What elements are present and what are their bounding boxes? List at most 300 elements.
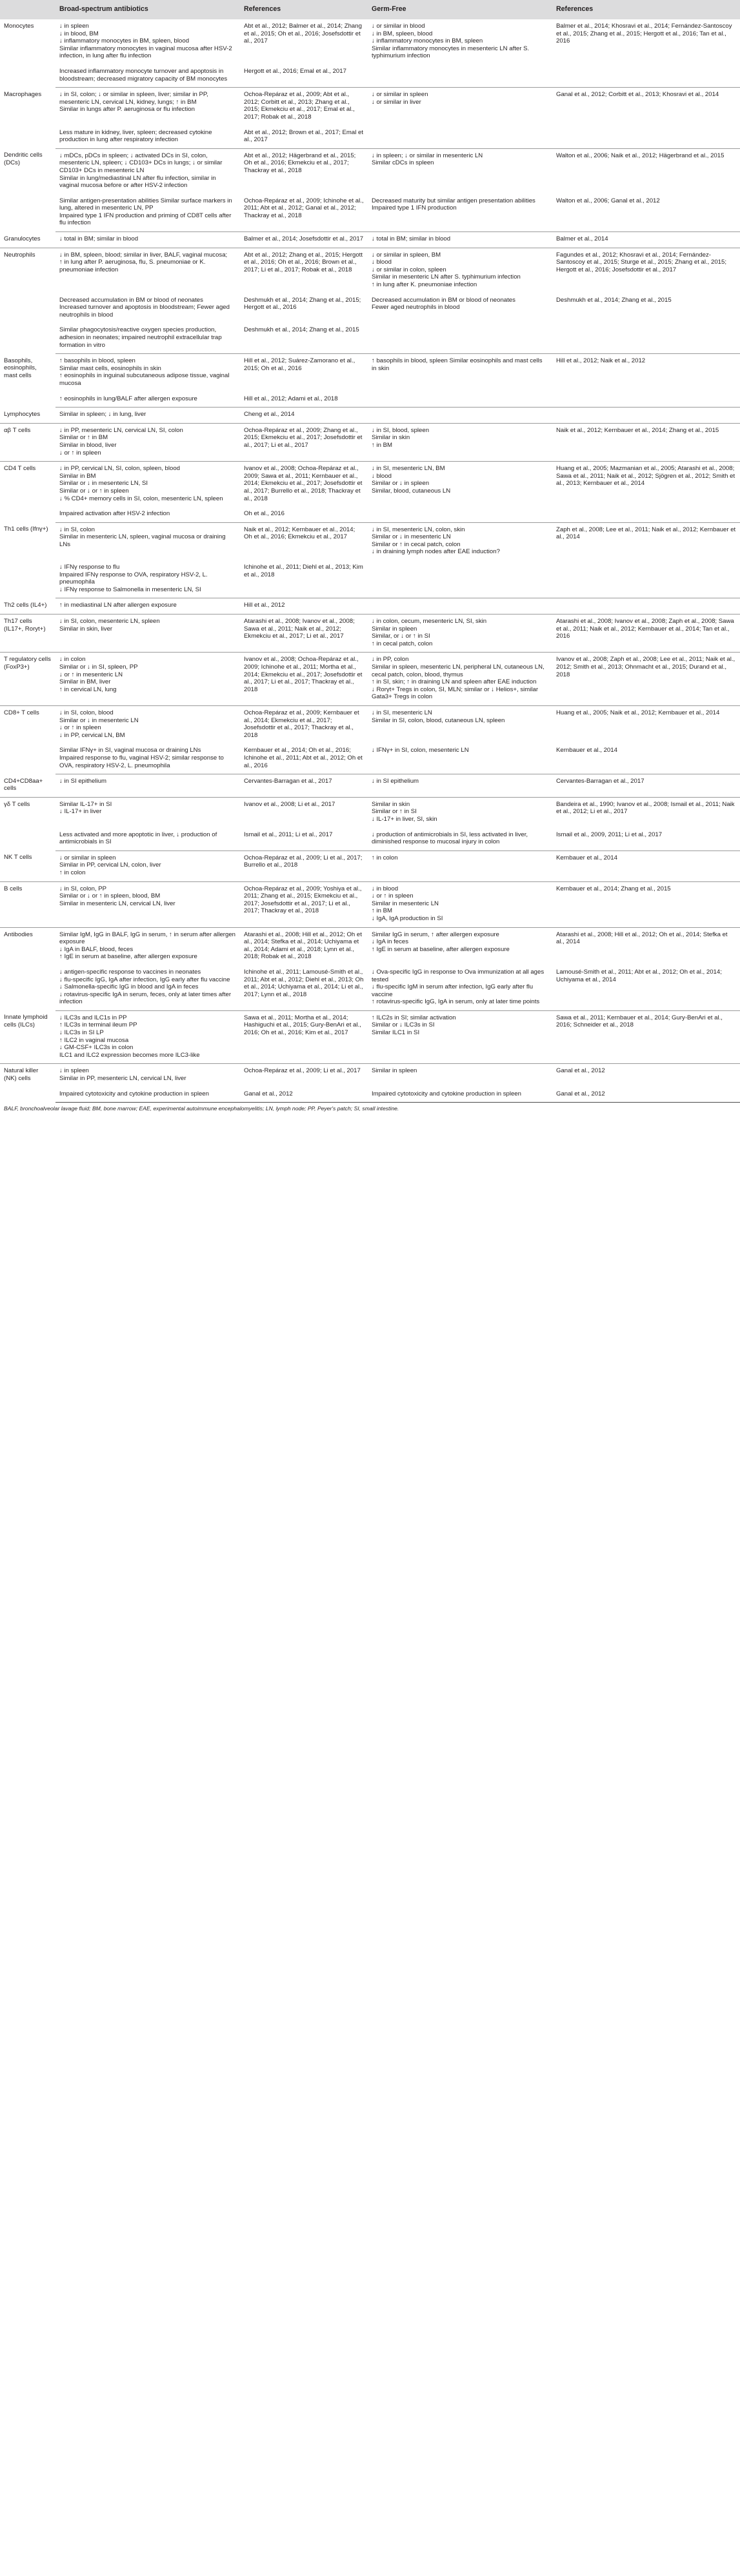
antibiotics-reference: Kernbauer et al., 2014; Oh et al., 2016; Ichinohe et al., 2011; Abt et al., 2012; Oh et al., 2016 [244, 747, 363, 769]
antibiotics-reference-cell [240, 927, 368, 962]
germ-free-finding: ↓ in colon, cecum, mesenteric LN, SI, skin [372, 618, 487, 625]
germ-free-reference-cell [552, 825, 740, 851]
antibiotics-finding: Impaired response to flu, vaginal HSV-2; similar response to OVA, respiratory HSV-2, L. pneumophila [59, 754, 224, 769]
table-row [0, 850, 740, 881]
germ-free-reference: Cervantes-Barragan et al., 2017 [556, 778, 645, 785]
antibiotics-finding: Impaired type 1 IFN production and priming of CD8T cells after flu infection [59, 211, 232, 227]
antibiotics-finding-cell [55, 354, 240, 389]
antibiotics-finding: ↓ IFNγ response to Salmonella in mesenteric LN, SI [59, 585, 201, 593]
table-row [0, 825, 740, 851]
antibiotics-reference: Atarashi et al., 2008; Hill et al., 2012; Oh et al., 2014; Stefka et al., 2014; Uchiyama et al., 2014; Adami et al., 2018; Lynn et al., 2018; Robak et al., 2018 [244, 930, 362, 961]
antibiotics-finding-cell [55, 825, 240, 851]
cell-type-label: Innate lymphoid cells (ILCs) [0, 1010, 55, 1064]
antibiotics-finding: Similar or ↓ or ↑ in spleen [59, 487, 129, 495]
antibiotics-reference-cell [240, 504, 368, 522]
antibiotics-reference-cell [240, 825, 368, 851]
germ-free-reference: Ganal et al., 2012 [556, 1090, 605, 1097]
antibiotics-finding-cell [55, 557, 240, 598]
germ-free-reference: Sawa et al., 2011; Kernbauer et al., 2014; Gury-BenAri et al., 2016; Schneider et al., 2018 [556, 1014, 723, 1029]
antibiotics-finding: Less mature in kidney, liver, spleen; decreased cytokine production in lung after respiratory infection [59, 128, 212, 144]
antibiotics-finding: ↓ GM-CSF+ ILC3s in colon [59, 1044, 134, 1052]
antibiotics-reference: Deshmukh et al., 2014; Zhang et al., 2015; Hergott et al., 2016 [244, 296, 361, 311]
cell-type-label: Th1 cells (Ifnγ+) [4, 526, 48, 533]
antibiotics-finding: Similar IL-17+ in SI [59, 800, 112, 808]
cell-type-label: B cells [0, 881, 55, 927]
antibiotics-reference: Abt et al., 2012; Brown et al., 2017; Emal et al., 2017 [244, 128, 364, 144]
germ-free-reference-cell [552, 740, 740, 774]
antibiotics-finding: Similar or ↓ in mesenteric LN [59, 716, 139, 724]
table-header [0, 0, 740, 19]
germ-free-finding: ↑ in lung after K. pneumoniae infection [372, 281, 477, 289]
antibiotics-finding-cell [55, 1010, 240, 1064]
antibiotics-finding: ↓ in colon [59, 656, 86, 664]
germ-free-reference-cell [552, 927, 740, 962]
table-row [0, 598, 740, 615]
table-row [0, 61, 740, 88]
antibiotics-finding-cell [55, 462, 240, 504]
germ-free-reference: Bandeira et al., 1990; Ivanov et al., 2008; Ismail et al., 2011; Naik et al., 2012; Li et al., 2017 [556, 800, 735, 816]
germ-free-reference-cell [552, 232, 740, 248]
antibiotics-finding-cell [55, 1084, 240, 1103]
antibiotics-reference-cell [240, 1010, 368, 1064]
germ-free-reference-cell [552, 61, 740, 88]
antibiotics-reference-cell [240, 740, 368, 774]
antibiotics-finding-cell [55, 522, 240, 557]
antibiotics-finding: Similar IgM, IgG in BALF, IgG in serum, ↑ in serum after allergen exposure [59, 930, 235, 946]
germ-free-finding: Decreased accumulation in BM or blood of neonates [372, 296, 515, 304]
antibiotics-finding-cell [55, 740, 240, 774]
antibiotics-finding: ↑ in colon [59, 869, 86, 876]
antibiotics-reference-cell [240, 123, 368, 149]
antibiotics-reference: Abt et al., 2012; Zhang et al., 2015; Hergott et al., 2016; Oh et al., 2016; Brown et al., 2017; Li et al., 2017; Robak et al., 2018 [244, 251, 363, 273]
table-row [0, 148, 740, 190]
germ-free-reference: Ismail et al., 2009, 2011; Li et al., 2017 [556, 831, 663, 838]
germ-free-finding-cell [368, 88, 552, 123]
antibiotics-reference-cell [240, 797, 368, 824]
germ-free-reference: Naik et al., 2012; Kernbauer et al., 2014; Zhang et al., 2015 [556, 426, 719, 434]
germ-free-reference-cell [552, 320, 740, 353]
germ-free-finding: ↓ or similar in liver [372, 98, 421, 106]
antibiotics-finding: Similar in blood, liver [59, 441, 117, 449]
table-row [0, 423, 740, 461]
germ-free-finding-cell [368, 1084, 552, 1103]
antibiotics-finding: Similar in spleen; ↓ in lung, liver [59, 411, 146, 418]
antibiotics-finding: ↑ ILC3s in terminal ileum PP [59, 1021, 137, 1029]
cell-type-label: Lymphocytes [0, 408, 55, 424]
germ-free-finding: ↓ blood [372, 259, 392, 266]
antibiotics-reference: Deshmukh et al., 2014; Zhang et al., 2015 [244, 326, 359, 334]
antibiotics-reference-cell [240, 232, 368, 248]
germ-free-finding: ↓ IgA, IgA production in SI [372, 914, 443, 922]
table-row [0, 705, 740, 740]
germ-free-finding: ↓ or similar in blood [372, 23, 425, 30]
antibiotics-reference-cell [240, 88, 368, 123]
antibiotics-reference-cell [240, 774, 368, 798]
germ-free-finding-cell [368, 653, 552, 706]
antibiotics-finding-cell [55, 408, 240, 424]
antibiotics-finding: Similar in mesenteric LN, cervical LN, liver [59, 900, 175, 907]
antibiotics-reference-cell [240, 389, 368, 408]
antibiotics-reference: Cheng et al., 2014 [244, 411, 295, 418]
table-row [0, 1064, 740, 1084]
antibiotics-reference-cell [240, 598, 368, 615]
antibiotics-finding: ↑ in mediastinal LN after allergen exposure [59, 602, 177, 609]
antibiotics-finding: ↓ rotavirus-specific IgA in serum, feces, only at later times after infection [59, 990, 232, 1006]
table-row [0, 389, 740, 408]
antibiotics-finding: Less activated and more apoptotic in liver, ↓ production of antimicrobials in SI [59, 831, 217, 846]
antibiotics-reference: Balmer et al., 2014; Josefsdottir et al., 2017 [244, 235, 364, 243]
antibiotics-finding: Increased inflammatory monocyte turnover and apoptosis in bloodstream; decreased migratory capacity of BM monocytes [59, 67, 228, 83]
germ-free-reference-cell [552, 290, 740, 320]
germ-free-finding: ↓ flu-specific IgM in serum after infection, IgG early after flu vaccine [372, 983, 534, 998]
cell-type-label: CD4 T cells [4, 465, 36, 473]
antibiotics-finding-cell [55, 598, 240, 615]
germ-free-finding-cell [368, 962, 552, 1010]
germ-free-reference-cell [552, 1064, 740, 1084]
antibiotics-finding: Similar antigen-presentation abilities Similar surface markers in lung, altered in mesenteric LN, PP [59, 197, 232, 212]
antibiotics-finding-cell [55, 232, 240, 248]
germ-free-finding: Similar inflammatory monocytes in mesenteric LN after S. typhimurium infection [372, 44, 530, 60]
cell-type-label: CD8+ T cells [4, 709, 39, 716]
germ-free-finding: ↑ basophils in blood, spleen Similar eosinophils and mast cells in skin [372, 357, 543, 372]
germ-free-finding-cell [368, 320, 552, 353]
germ-free-finding: ↑ in BM [372, 441, 392, 449]
antibiotics-finding-cell [55, 881, 240, 927]
antibiotics-finding-cell [55, 88, 240, 123]
antibiotics-finding: ↓ in SI, colon; ↓ or similar in spleen, liver; similar in PP, mesenteric LN, cervical LN, kidney, lungs; ↑ in BM [59, 91, 208, 106]
germ-free-finding-cell [368, 191, 552, 232]
antibiotics-finding: ↓ antigen-specific response to vaccines in neonates [59, 968, 201, 976]
germ-free-reference-cell [552, 191, 740, 232]
antibiotics-finding-cell [55, 191, 240, 232]
table-row [0, 248, 740, 290]
header-germ-free-references: References [552, 0, 740, 19]
antibiotics-finding: Similar in skin, liver [59, 625, 113, 633]
germ-free-finding: ↓ in SI, blood, spleen [372, 426, 430, 434]
antibiotics-reference: Ochoa-Repáraz et al., 2009; Li et al., 2017; Burrello et al., 2018 [244, 854, 363, 869]
germ-free-finding: ↓ inflammatory monocytes in BM, spleen [372, 37, 483, 45]
germ-free-finding: ↓ in SI, mesenteric LN, colon, skin [372, 526, 465, 533]
antibiotics-finding: ↓ inflammatory monocytes in BM, spleen, blood [59, 37, 190, 45]
germ-free-finding: ↓ in blood [372, 885, 399, 892]
germ-free-finding-cell [368, 825, 552, 851]
antibiotics-reference-cell [240, 320, 368, 353]
germ-free-finding: Similar in spleen [372, 1067, 417, 1075]
table-row [0, 927, 740, 962]
germ-free-reference-cell [552, 881, 740, 927]
table-footnote: BALF, bronchoalveolar lavage fluid; BM, bone marrow; EAE, experimental autoimmune encephalomyelitis; LN, lymph node; PP, Peyer's patch; SI, small intestine. [4, 1105, 399, 1112]
cell-type-label: Th17 cells (IL17+, Roryt+) [0, 615, 55, 653]
germ-free-reference: Huang et al., 2005; Naik et al., 2012; Kernbauer et al., 2014 [556, 709, 720, 716]
germ-free-finding: ↓ Ova-specific IgG in response to Ova immunization at all ages tested [372, 968, 545, 983]
germ-free-finding-cell [368, 881, 552, 927]
antibiotics-finding: ↓ IgA in BALF, blood, feces [59, 945, 134, 953]
antibiotics-reference: Sawa et al., 2011; Mortha et al., 2014; Hashiguchi et al., 2015; Gury-BenAri et al., 2016; Oh et al., 2016; Kim et al., 2017 [244, 1014, 361, 1037]
germ-free-finding-cell [368, 148, 552, 190]
antibiotics-finding: ↓ in SI, colon, mesenteric LN, spleen [59, 618, 160, 625]
antibiotics-reference: Oh et al., 2016 [244, 510, 285, 518]
antibiotics-finding: ↓ in SI, colon, PP [59, 885, 107, 892]
antibiotics-finding-cell [55, 653, 240, 706]
germ-free-finding-cell [368, 61, 552, 88]
germ-free-reference-cell [552, 615, 740, 653]
antibiotics-finding: ↓ in PP, cervical LN, BM [59, 731, 125, 739]
germ-free-reference-cell [552, 1010, 740, 1064]
table-row [0, 408, 740, 424]
germ-free-finding: Similar in skin [372, 800, 410, 808]
germ-free-finding: Similar in mesenteric LN [372, 900, 439, 907]
antibiotics-finding: ↓ Salmonella-specific IgG in blood and IgA in feces [59, 983, 199, 991]
table-row [0, 320, 740, 353]
germ-free-finding-cell [368, 389, 552, 408]
germ-free-finding: ↓ in SI, mesenteric LN, BM [372, 465, 445, 473]
antibiotics-reference: Hill et al., 2012; Suárez-Zamorano et al., 2015; Oh et al., 2016 [244, 357, 355, 372]
germ-free-reference: Huang et al., 2005; Mazmanian et al., 2005; Atarashi et al., 2008; Sawa et al., 2011; Naik et al., 2012; Sjögren et al., 2012; Smith et al., 2013; Kernbauer et al., 2014 [556, 465, 735, 487]
antibiotics-reference-cell [240, 653, 368, 706]
germ-free-finding: Decreased maturity but similar antigen presentation abilities Impaired type 1 IFN production [372, 197, 535, 212]
germ-free-reference-cell [552, 705, 740, 740]
germ-free-reference-cell [552, 962, 740, 1010]
antibiotics-reference-cell [240, 1064, 368, 1084]
antibiotics-finding: ↓ in SI epithelium [59, 778, 107, 785]
antibiotics-reference-cell [240, 557, 368, 598]
germ-free-reference-cell [552, 88, 740, 123]
antibiotics-finding: ↑ ILC2 in vaginal mucosa [59, 1036, 129, 1044]
germ-free-finding: ↑ ILC2s in SI; similar activation [372, 1014, 456, 1021]
cell-type-label: CD4+CD8aa+ cells [0, 774, 55, 798]
table-row [0, 354, 740, 389]
germ-free-finding-cell [368, 1010, 552, 1064]
antibiotics-reference-cell [240, 522, 368, 557]
germ-free-finding-cell [368, 705, 552, 740]
table-row [0, 232, 740, 248]
antibiotics-finding: ↓ total in BM; similar in blood [59, 235, 139, 243]
germ-free-finding: Similar or ↑ in SI [372, 808, 417, 816]
table-row [0, 962, 740, 1010]
germ-free-finding: ↓ total in BM; similar in blood [372, 235, 451, 243]
antibiotics-finding: ↓ in spleen [59, 23, 89, 30]
antibiotics-finding: Similar in lungs after P. aeruginosa or flu infection [59, 106, 195, 113]
antibiotics-finding: ↓ in spleen [59, 1067, 89, 1075]
antibiotics-finding-cell [55, 19, 240, 61]
germ-free-finding-cell [368, 927, 552, 962]
germ-free-finding-cell [368, 290, 552, 320]
antibiotics-finding: Similar or ↓ in SI, spleen, PP [59, 664, 138, 671]
germ-free-reference: Zaph et al., 2008; Lee et al., 2011; Naik et al., 2012; Kernbauer et al., 2014 [556, 526, 736, 541]
cell-type-label: Dendritic cells (DCs) [4, 152, 43, 166]
antibiotics-finding: Increased turnover and apoptosis in bloodstream; Fewer aged neutrophils in blood [59, 304, 230, 319]
germ-free-finding: Fewer aged neutrophils in blood [372, 304, 460, 311]
germ-free-reference: Kernbauer et al., 2014 [556, 747, 617, 754]
antibiotics-finding: ↓ in SI, colon, blood [59, 709, 114, 716]
antibiotics-finding: Similar in PP, mesenteric LN, cervical LN, liver [59, 1075, 186, 1083]
antibiotics-reference: Hill et al., 2012 [244, 602, 285, 609]
antibiotics-finding-cell [55, 320, 240, 353]
germ-free-reference: Walton et al., 2006; Naik et al., 2012; Hägerbrand et al., 2015 [556, 152, 725, 159]
germ-free-finding-cell [368, 354, 552, 389]
antibiotics-finding-cell [55, 504, 240, 522]
germ-free-finding-cell [368, 462, 552, 504]
germ-free-finding: ↓ IFNγ+ in SI, colon, mesenteric LN [372, 747, 469, 754]
cell-type-label: Th2 cells (IL4+) [0, 598, 55, 615]
table-row [0, 290, 740, 320]
antibiotics-finding: ↓ ILC3s and ILC1s in PP [59, 1014, 127, 1021]
table-row [0, 88, 740, 123]
germ-free-finding-cell [368, 522, 552, 557]
antibiotics-finding: ↓ % CD4+ memory cells in SI, colon, mesenteric LN, spleen [59, 495, 223, 502]
table-row [0, 774, 740, 798]
germ-free-finding: ↑ IgE in serum at baseline, after allergen exposure [372, 945, 510, 953]
antibiotics-reference: Ivanov et al., 2008; Ochoa-Repáraz et al., 2009; Sawa et al., 2011; Kernbauer et al., 2014; Ekmekciu et al., 2017; Josefsdottir et al., 2017; Burrello et al., 2018; Thackray et al., 2018 [244, 465, 363, 502]
header-antibiotics-references: References [240, 0, 368, 19]
antibiotics-reference: Hill et al., 2012; Adami et al., 2018 [244, 395, 338, 402]
germ-free-finding: ↓ or similar in spleen [372, 91, 428, 99]
antibiotics-reference: Atarashi et al., 2008; Ivanov et al., 2008; Sawa et al., 2011; Naik et al., 2012; Ekmekciu et al., 2017; Li et al., 2017 [244, 618, 355, 640]
cell-type-label: Neutrophils [4, 251, 35, 259]
germ-free-reference-cell [552, 354, 740, 389]
antibiotics-finding-cell [55, 423, 240, 461]
germ-free-finding: ↑ in colon [372, 854, 398, 861]
germ-free-finding: Similar in spleen, mesenteric LN, peripheral LN, cutaneous LN, cecal patch, colon, blood, thymus [372, 664, 545, 678]
germ-free-reference-cell [552, 774, 740, 798]
germ-free-finding-cell [368, 598, 552, 615]
antibiotics-reference: Ichinohe et al., 2011; Diehl et al., 2013; Kim et al., 2018 [244, 564, 363, 578]
germ-free-reference: Lamousé-Smith et al., 2011; Abt et al., 2012; Oh et al., 2014; Uchiyama et al., 2014 [556, 968, 722, 983]
germ-free-reference-cell [552, 423, 740, 461]
header-antibiotics: Broad-spectrum antibiotics [55, 0, 240, 19]
germ-free-reference-cell [552, 557, 740, 598]
antibiotics-reference: Ichinohe et al., 2011; Lamousé-Smith et al., 2011; Abt et al., 2012; Diehl et al., 2013; Oh et al., 2014; Uchiyama et al., 2014; Li et al., 2017; Lynn et al., 2018 [244, 968, 364, 998]
germ-free-finding-cell [368, 615, 552, 653]
antibiotics-finding: ↓ IL-17+ in liver [59, 808, 102, 816]
germ-free-finding: ↓ IgA in feces [372, 938, 409, 946]
antibiotics-finding-cell [55, 290, 240, 320]
table-row [0, 191, 740, 232]
antibiotics-reference-cell [240, 962, 368, 1010]
antibiotics-finding: Similar IFNγ+ in SI, vaginal mucosa or draining LNs [59, 747, 201, 754]
antibiotics-reference: Abt et al., 2012; Hägerbrand et al., 2015; Oh et al., 2016; Ekmekciu et al., 2017; Thackray et al., 2018 [244, 152, 356, 174]
antibiotics-reference-cell [240, 290, 368, 320]
antibiotics-reference: Ochoa-Repáraz et al., 2009; Ichinohe et al., 2011; Abt et al., 2012; Ganal et al., 2012; Thackray et al., 2018 [244, 197, 364, 219]
germ-free-finding: ↓ in BM, spleen, blood [372, 30, 433, 37]
table-row [0, 1084, 740, 1103]
antibiotics-finding: ↓ in PP, cervical LN, SI, colon, spleen, blood [59, 465, 181, 473]
antibiotics-finding: ↓ in SI, colon [59, 526, 95, 533]
germ-free-finding: ↓ in SI epithelium [372, 778, 419, 785]
antibiotics-finding-cell [55, 389, 240, 408]
germ-free-reference-cell [552, 148, 740, 190]
germ-free-finding: Similar in skin [372, 434, 410, 442]
germ-free-finding-cell [368, 1064, 552, 1084]
germ-free-reference-cell [552, 504, 740, 522]
cell-type-label: Monocytes [4, 23, 34, 30]
germ-free-reference-cell [552, 408, 740, 424]
germ-free-finding: ↑ in cecal patch, colon [372, 640, 433, 647]
table-row [0, 740, 740, 774]
antibiotics-finding-cell [55, 797, 240, 824]
germ-free-finding-cell [368, 19, 552, 61]
germ-free-finding-cell [368, 423, 552, 461]
germ-free-finding: Similar or ↓ ILC3s in SI [372, 1021, 435, 1029]
antibiotics-reference-cell [240, 462, 368, 504]
antibiotics-finding: ↑ eosinophils in lung/BALF after allergen exposure [59, 395, 197, 402]
antibiotics-finding: ↑ eosinophils in inguinal subcutaneous adipose tissue, vaginal mucosa [59, 372, 230, 387]
germ-free-finding-cell [368, 248, 552, 290]
cell-type-label: αβ T cells [0, 423, 55, 461]
antibiotics-finding: ILC1 and ILC2 expression becomes more ILC3-like [59, 1051, 200, 1059]
antibiotics-finding: Similar in BM, liver [59, 678, 111, 686]
antibiotics-finding: ↑ in cervical LN, lung [59, 685, 117, 693]
antibiotics-reference-cell [240, 850, 368, 881]
antibiotics-reference-cell [240, 615, 368, 653]
antibiotics-finding: ↓ IFNγ response to flu [59, 564, 120, 571]
antibiotics-finding: Similar inflammatory monocytes in vaginal mucosa after HSV-2 infection, in lung after flu infection [59, 44, 232, 60]
antibiotics-finding-cell [55, 962, 240, 1010]
germ-free-reference-cell [552, 389, 740, 408]
table-row [0, 653, 740, 706]
header-row [0, 0, 740, 19]
antibiotics-finding-cell [55, 705, 240, 740]
document-page [0, 0, 740, 1115]
table-row [0, 557, 740, 598]
germ-free-finding-cell [368, 232, 552, 248]
germ-free-finding: ↑ in SI, skin; ↑ in draining LN and spleen after EAE induction [372, 678, 537, 686]
germ-free-finding: Similar in mesenteric LN after S. typhimurium infection [372, 273, 521, 281]
antibiotics-finding: Similar in PP, cervical LN, colon, liver [59, 861, 161, 869]
germ-free-finding: Similar, blood, cutaneous LN [372, 487, 451, 495]
antibiotics-reference-cell [240, 1084, 368, 1103]
antibiotics-finding: Similar mast cells, eosinophils in skin [59, 364, 161, 372]
germ-free-reference: Fagundes et al., 2012; Khosravi et al., 2014; Fernández-Santoscoy et al., 2015; Sturge et al., 2015; Zhang et al., 2015; Hergott et al., 2016; Josefsdottir et al., 2017 [556, 251, 727, 273]
germ-free-finding-cell [368, 557, 552, 598]
table-row [0, 522, 740, 557]
germ-free-finding: Similar cDCs in spleen [372, 159, 434, 167]
cell-type-label: γδ T cells [4, 800, 30, 808]
germ-free-finding-cell [368, 740, 552, 774]
germ-free-reference-cell [552, 522, 740, 557]
antibiotics-reference-cell [240, 423, 368, 461]
antibiotics-reference-cell [240, 191, 368, 232]
germ-free-reference: Hill et al., 2012; Naik et al., 2012 [556, 357, 646, 365]
germ-free-reference: Walton et al., 2006; Ganal et al., 2012 [556, 197, 660, 204]
cell-type-label: NK T cells [0, 850, 55, 881]
cell-type-label: Antibodies [4, 930, 33, 938]
germ-free-finding-cell [368, 123, 552, 149]
antibiotics-reference: Cervantes-Barragan et al., 2017 [244, 778, 332, 785]
germ-free-finding: ↓ in draining lymph nodes after EAE induction? [372, 548, 500, 556]
germ-free-finding: Similar, or ↓ or ↑ in SI [372, 633, 430, 640]
antibiotics-finding: ↑ IgE in serum at baseline, after allergen exposure [59, 953, 197, 961]
table-row [0, 615, 740, 653]
antibiotics-finding-cell [55, 774, 240, 798]
antibiotics-reference-cell [240, 248, 368, 290]
antibiotics-finding: ↓ or ↑ in mesenteric LN [59, 671, 123, 678]
germ-free-finding: ↓ or similar in spleen, BM [372, 251, 441, 259]
table-row [0, 881, 740, 927]
antibiotics-finding: ↓ ILC3s in SI LP [59, 1029, 104, 1037]
antibiotics-reference-cell [240, 705, 368, 740]
germ-free-finding: ↓ or ↑ in spleen [372, 892, 414, 900]
table-row [0, 504, 740, 522]
germ-free-finding: Similar in SI, colon, blood, cutaneous LN, spleen [372, 716, 505, 724]
antibiotics-reference: Ochoa-Repáraz et al., 2009; Abt et al., 2012; Corbitt et al., 2013; Zhang et al., 2015; Ekmekciu et al., 2017; Emal et al., 2017; Robak et al., 2018 [244, 91, 355, 121]
antibiotics-finding: Similar in lung/mediastinal LN after flu infection, similar in vaginal mucosa before or after HSV-2 infection [59, 174, 216, 190]
antibiotics-finding: Impaired cytotoxicity and cytokine production in spleen [59, 1090, 209, 1097]
antibiotics-finding: Impaired IFNγ response to OVA, respiratory HSV-2, L. pneumophila [59, 571, 208, 586]
germ-free-finding: ↑ in BM [372, 907, 392, 915]
antibiotics-reference-cell [240, 881, 368, 927]
germ-free-reference-cell [552, 1084, 740, 1103]
